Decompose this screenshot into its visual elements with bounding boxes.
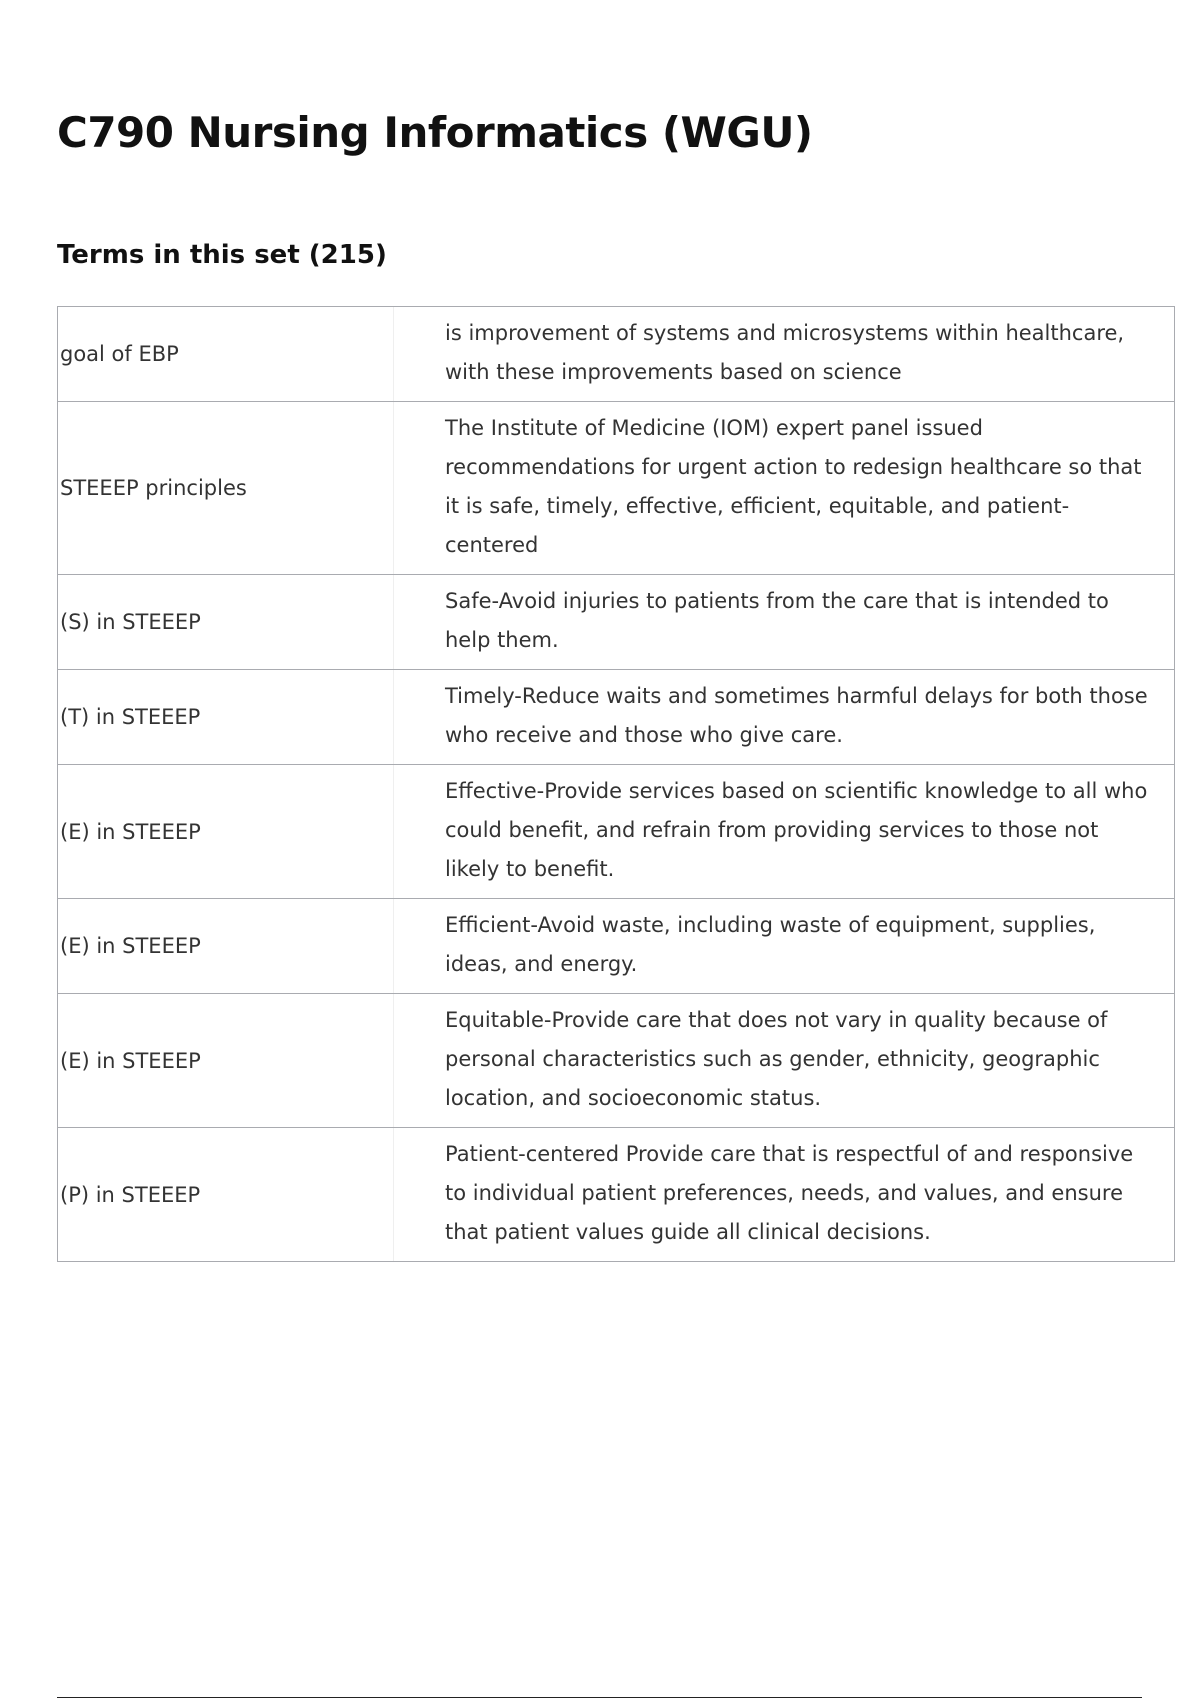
definition-cell: is improvement of systems and microsystems within healthcare, with these improvements based on science [445,321,1125,384]
term-cell: (E) in STEEEP [58,994,394,1127]
term-cell: (T) in STEEEP [58,670,394,764]
definition-cell: The Institute of Medicine (IOM) expert panel issued recommendations for urgent action to redesign healthcare so that it is safe, timely, effective, efficient, equitable, and patient-centered [445,416,1142,557]
definition-cell: Effective-Provide services based on scientific knowledge to all who could benefit, and refrain from providing services to those not likely to benefit. [445,779,1148,881]
term-cell: (E) in STEEEP [58,765,394,898]
definition-cell: Efficient-Avoid waste, including waste of equipment, supplies, ideas, and energy. [445,913,1096,976]
term-row [58,401,1174,574]
terms-table [57,306,1175,1262]
term-cell: STEEEP principles [58,402,394,574]
term-cell: (P) in STEEEP [58,1128,394,1261]
term-cell: (S) in STEEEP [58,575,394,669]
terms-count-heading: Terms in this set (215) [57,240,387,270]
term-row [58,898,1174,993]
definition-cell: Safe-Avoid injuries to patients from the care that is intended to help them. [445,589,1109,652]
term-row [58,307,1174,401]
term-cell: goal of EBP [58,307,394,401]
term-row [58,1127,1174,1261]
footer-divider [57,1697,1142,1698]
term-row [58,669,1174,764]
term-row [58,993,1174,1127]
page-title: C790 Nursing Informatics (WGU) [57,108,813,157]
term-row [58,764,1174,898]
definition-cell: Equitable-Provide care that does not vary in quality because of personal characteristics such as gender, ethnicity, geographic location, and socioeconomic status. [445,1008,1108,1110]
definition-cell: Timely-Reduce waits and sometimes harmful delays for both those who receive and those who give care. [445,684,1148,747]
term-row [58,574,1174,669]
definition-cell: Patient-centered Provide care that is respectful of and responsive to individual patient preferences, needs, and values, and ensure that patient values guide all clinical decisions. [445,1142,1134,1244]
term-cell: (E) in STEEEP [58,899,394,993]
